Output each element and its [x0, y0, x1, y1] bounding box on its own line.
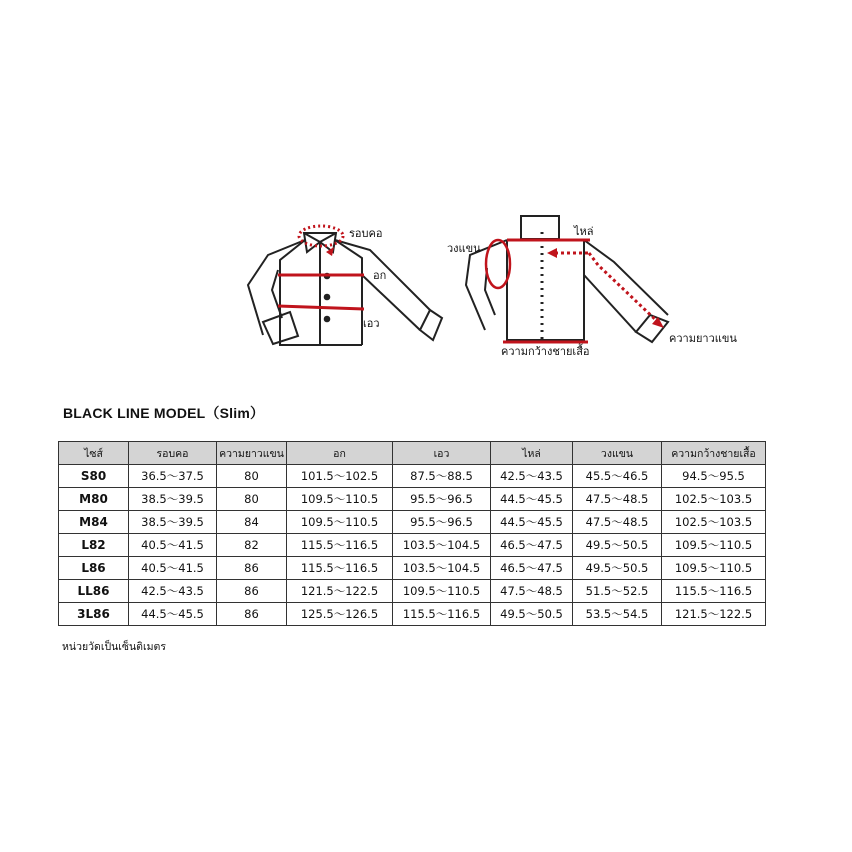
sleeve-length-measure-line [589, 253, 660, 324]
table-row [59, 534, 766, 557]
cell: 51.5～52.5 [573, 580, 662, 603]
header-neck: รอบคอ [129, 442, 217, 465]
cell: 38.5～39.5 [129, 511, 217, 534]
neck-label: รอบคอ [349, 227, 383, 240]
table-row [59, 488, 766, 511]
cell: 3L86 [59, 603, 129, 626]
chest-label: อก [373, 269, 387, 282]
cell: 46.5～47.5 [491, 534, 573, 557]
cell: 49.5～50.5 [491, 603, 573, 626]
back-shirt-illustration [466, 216, 668, 342]
header-sleeve-length: ความยาวแขน [217, 442, 287, 465]
cell: 94.5～95.5 [662, 465, 766, 488]
cell: 44.5～45.5 [491, 488, 573, 511]
cell: 125.5～126.5 [287, 603, 393, 626]
cell: 115.5～116.5 [287, 557, 393, 580]
cell: 121.5～122.5 [287, 580, 393, 603]
header-chest: อก [287, 442, 393, 465]
cell: 86 [217, 603, 287, 626]
cell: 115.5～116.5 [287, 534, 393, 557]
cell: 44.5～45.5 [491, 511, 573, 534]
cell: 109.5～110.5 [662, 557, 766, 580]
header-armhole: วงแขน [573, 442, 662, 465]
cell: 80 [217, 488, 287, 511]
cell: 53.5～54.5 [573, 603, 662, 626]
cell: 109.5～110.5 [287, 488, 393, 511]
shirt-measurement-diagram [0, 0, 852, 400]
unit-note: หน่วยวัดเป็นเซ็นติเมตร [62, 641, 166, 653]
cell: 102.5～103.5 [662, 488, 766, 511]
cell: 109.5～110.5 [287, 511, 393, 534]
model-title: BLACK LINE MODEL（Slim） [63, 405, 265, 421]
cell: 86 [217, 557, 287, 580]
cell: 44.5～45.5 [129, 603, 217, 626]
cell: 109.5～110.5 [662, 534, 766, 557]
cell: L82 [59, 534, 129, 557]
cell: 95.5～96.5 [393, 511, 491, 534]
shoulder-label: ไหล่ [574, 225, 594, 238]
cell: 101.5～102.5 [287, 465, 393, 488]
cell: M84 [59, 511, 129, 534]
cell: 45.5～46.5 [573, 465, 662, 488]
cell: 86 [217, 580, 287, 603]
waist-label: เอว [363, 317, 380, 330]
cell: 47.5～48.5 [491, 580, 573, 603]
cell: 121.5～122.5 [662, 603, 766, 626]
cell: 42.5～43.5 [129, 580, 217, 603]
cell: 36.5～37.5 [129, 465, 217, 488]
cell: 40.5～41.5 [129, 534, 217, 557]
cell: 95.5～96.5 [393, 488, 491, 511]
cell: 103.5～104.5 [393, 534, 491, 557]
waist-measure-line [278, 306, 364, 309]
cell: 46.5～47.5 [491, 557, 573, 580]
cell: 115.5～116.5 [393, 603, 491, 626]
front-shirt-illustration [248, 233, 442, 345]
hem-width-label: ความกว้างชายเสื้อ [501, 345, 590, 358]
header-waist: เอว [393, 442, 491, 465]
cell: 87.5～88.5 [393, 465, 491, 488]
cell: 42.5～43.5 [491, 465, 573, 488]
cell: 49.5～50.5 [573, 557, 662, 580]
sleeve-length-label: ความยาวแขน [669, 332, 737, 345]
table-row [59, 511, 766, 534]
cell: S80 [59, 465, 129, 488]
cell: 82 [217, 534, 287, 557]
table-header-row [59, 442, 766, 465]
table-row [59, 557, 766, 580]
cell: 109.5～110.5 [393, 580, 491, 603]
cell: 80 [217, 465, 287, 488]
table-row [59, 603, 766, 626]
armhole-label: วงแขน [447, 242, 481, 255]
cell: 102.5～103.5 [662, 511, 766, 534]
cell: 38.5～39.5 [129, 488, 217, 511]
cell: 40.5～41.5 [129, 557, 217, 580]
table-row [59, 465, 766, 488]
header-hem-width: ความกว้างชายเสื้อ [662, 442, 766, 465]
cell: 115.5～116.5 [662, 580, 766, 603]
cell: 47.5～48.5 [573, 488, 662, 511]
cell: M80 [59, 488, 129, 511]
header-size: ไซส์ [59, 442, 129, 465]
cell: 49.5～50.5 [573, 534, 662, 557]
header-shoulder: ไหล่ [491, 442, 573, 465]
table-row [59, 580, 766, 603]
cell: LL86 [59, 580, 129, 603]
cell: 47.5～48.5 [573, 511, 662, 534]
cell: 84 [217, 511, 287, 534]
size-chart-table [58, 441, 766, 626]
cell: 103.5～104.5 [393, 557, 491, 580]
cell: L86 [59, 557, 129, 580]
